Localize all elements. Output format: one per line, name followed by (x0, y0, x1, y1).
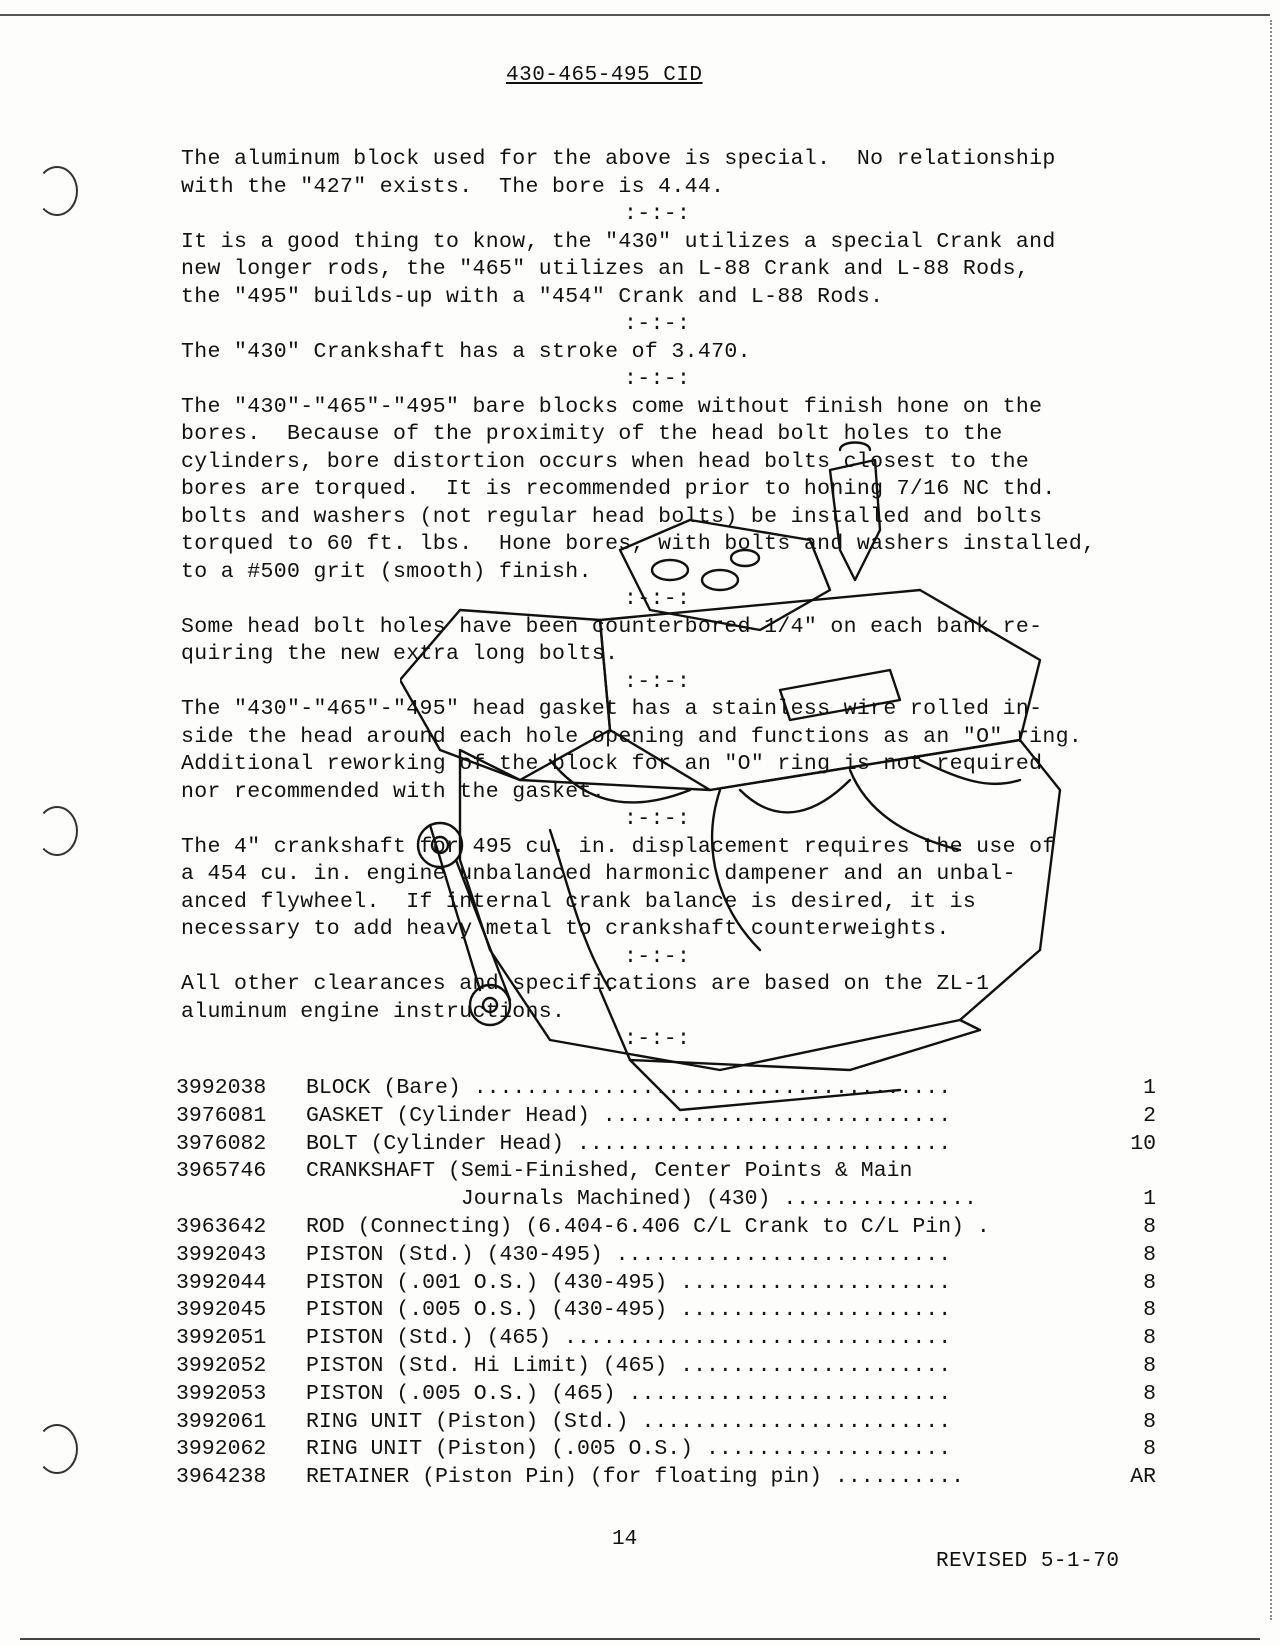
text-line: The "430"-"465"-"495" bare blocks come without finish hone on the (181, 394, 1043, 419)
part-row (176, 1103, 1176, 1131)
text-line: nor recommended with the gasket. (181, 779, 606, 804)
part-quantity: 8 (1143, 1409, 1156, 1434)
section-separator: :-:-: (624, 202, 691, 226)
part-number (176, 1186, 306, 1214)
part-row (176, 1297, 1176, 1325)
part-row (176, 1436, 1176, 1464)
text-line: The "430"-"465"-"495" head gasket has a stainless wire rolled in- (181, 697, 1043, 721)
part-row (176, 1353, 1176, 1381)
part-number: 3992044 (176, 1270, 267, 1295)
text-line: cylinders, bore distortion occurs when head bolts closest to the (181, 449, 1030, 474)
part-number: 3992038 (176, 1076, 267, 1100)
punch-hole-bottom (36, 1424, 78, 1474)
part-description: PISTON (Std.) (465) .............................. (306, 1326, 952, 1351)
text-line: necessary to add heavy metal to crankshaft counterweights. (181, 917, 950, 941)
section-separator: :-:-: (624, 587, 691, 611)
text-line: torqued to 60 ft. lbs. Hone bores, with bolts and washers installed, (181, 532, 1096, 556)
section-separator: :-:-: (624, 944, 691, 969)
text-line: bores are torqued. It is recommended prior to honing 7/16 NC thd. (181, 477, 1056, 501)
text-line: Additional reworking of the block for an "O" ring is not required (181, 752, 1043, 776)
part-number: 3992053 (176, 1381, 267, 1406)
punch-hole-middle (36, 806, 78, 856)
part-description: CRANKSHAFT (Semi-Finished, Center Points & Main (306, 1159, 913, 1184)
revised-date: REVISED 5-1-70 (936, 1550, 1120, 1573)
paragraph (181, 971, 1171, 1026)
scan-edge-right (1268, 20, 1272, 1620)
part-description: RETAINER (Piston Pin) (for floating pin) .......... (306, 1465, 965, 1490)
part-row (176, 1131, 1176, 1159)
part-description: Journals Machined) (430) ............... (306, 1187, 977, 1212)
parts-list (176, 1075, 1176, 1492)
part-row (176, 1381, 1176, 1409)
text-line: Some head bolt holes have been counterbored 1/4" on each bank re- (181, 614, 1043, 639)
text-line: side the head around each hole opening and functions as an "O" ring. (181, 724, 1083, 749)
section-separator: :-:-: (624, 367, 691, 391)
part-quantity: 10 (1130, 1131, 1156, 1156)
text-line: quiring the new extra long bolts. (181, 642, 619, 666)
part-description: RING UNIT (Piston) (.005 O.S.) ................... (306, 1437, 952, 1462)
paragraph (181, 394, 1171, 587)
paragraph (181, 146, 1171, 201)
text-line: a 454 cu. in. engine unbalanced harmonic dampener and an unbal- (181, 862, 1016, 886)
part-number: 3992062 (176, 1437, 267, 1462)
part-quantity: AR (1130, 1465, 1156, 1490)
punch-hole-top (36, 166, 78, 216)
part-quantity: 8 (1143, 1353, 1156, 1378)
part-description: RING UNIT (Piston) (Std.) ........................ (306, 1409, 952, 1434)
part-quantity: 1 (1143, 1076, 1156, 1100)
part-quantity: 8 (1143, 1298, 1156, 1323)
part-number: 3964238 (176, 1465, 267, 1490)
part-row (176, 1325, 1176, 1353)
text-line: bolts and washers (not regular head bolts) be installed and bolts (181, 504, 1043, 529)
part-description: PISTON (.001 O.S.) (430-495) ..................... (306, 1270, 952, 1295)
text-line: anced flywheel. If internal crank balance is desired, it is (181, 889, 977, 914)
scan-edge-bottom (20, 1638, 1260, 1640)
part-row (176, 1075, 1176, 1103)
scan-edge-top (0, 14, 1270, 16)
part-number: 3965746 (176, 1159, 267, 1184)
section-separator: :-:-: (624, 807, 691, 831)
part-row (176, 1409, 1176, 1437)
part-quantity: 8 (1143, 1242, 1156, 1267)
section-separator: :-:-: (624, 669, 691, 694)
part-number: 3992045 (176, 1298, 267, 1323)
paragraph (181, 339, 1171, 367)
part-quantity: 2 (1143, 1103, 1156, 1128)
part-row (176, 1270, 1176, 1298)
text-line: The "430" Crankshaft has a stroke of 3.470. (181, 339, 751, 364)
part-row (176, 1464, 1176, 1492)
part-description: BLOCK (Bare) ..................................... (306, 1076, 952, 1100)
part-quantity: 1 (1143, 1187, 1156, 1212)
text-line: The 4" crankshaft for 495 cu. in. displacement requires the use of (181, 834, 1056, 859)
part-description: PISTON (Std. Hi Limit) (465) ..................... (306, 1353, 952, 1378)
section-separator: :-:-: (624, 1027, 691, 1051)
part-quantity: 8 (1143, 1437, 1156, 1462)
part-number: 3963642 (176, 1214, 267, 1239)
part-quantity: 8 (1143, 1326, 1156, 1351)
part-number: 3992052 (176, 1353, 267, 1378)
text-line: to a #500 grit (smooth) finish. (181, 559, 592, 584)
paragraph (181, 834, 1171, 944)
text-line: The aluminum block used for the above is special. No relationship (181, 147, 1056, 171)
page-number: 14 (612, 1528, 638, 1551)
paragraph (181, 696, 1171, 806)
section-separator: :-:-: (624, 312, 691, 336)
part-description: ROD (Connecting) (6.404-6.406 C/L Crank to C/L Pin) . (306, 1214, 990, 1239)
part-description: GASKET (Cylinder Head) ........................... (306, 1103, 952, 1128)
text-line: with the "427" exists. The bore is 4.44. (181, 174, 725, 199)
part-row (176, 1186, 1176, 1214)
body-text (181, 146, 1171, 1054)
text-line: bores. Because of the proximity of the head bolt holes to the (181, 422, 1003, 446)
page-title: 430-465-495 CID (506, 64, 703, 87)
part-number: 3992061 (176, 1409, 267, 1434)
text-line: the "495" builds-up with a "454" Crank and L-88 Rods. (181, 284, 884, 309)
part-number: 3976082 (176, 1131, 267, 1156)
part-number: 3976081 (176, 1103, 267, 1128)
part-quantity (1096, 1158, 1156, 1186)
paragraph (181, 229, 1171, 312)
part-description: PISTON (.005 O.S.) (430-495) ..................... (306, 1298, 952, 1323)
paragraph (181, 614, 1171, 669)
part-row (176, 1242, 1176, 1270)
text-line: It is a good thing to know, the "430" utilizes a special Crank and (181, 229, 1056, 254)
text-line: new longer rods, the "465" utilizes an L-88 Crank and L-88 Rods, (181, 257, 1030, 281)
part-number: 3992051 (176, 1326, 267, 1351)
part-quantity: 8 (1143, 1214, 1156, 1239)
part-row (176, 1158, 1176, 1186)
part-row (176, 1214, 1176, 1242)
part-description: BOLT (Cylinder Head) ............................. (306, 1131, 952, 1156)
part-description: PISTON (Std.) (430-495) .......................... (306, 1242, 952, 1267)
text-line: aluminum engine instructions. (181, 999, 566, 1024)
part-number: 3992043 (176, 1242, 267, 1267)
part-quantity: 8 (1143, 1381, 1156, 1406)
text-line: All other clearances and specifications are based on the ZL-1 (181, 972, 990, 996)
part-quantity: 8 (1143, 1270, 1156, 1295)
part-description: PISTON (.005 O.S.) (465) ......................... (306, 1381, 952, 1406)
